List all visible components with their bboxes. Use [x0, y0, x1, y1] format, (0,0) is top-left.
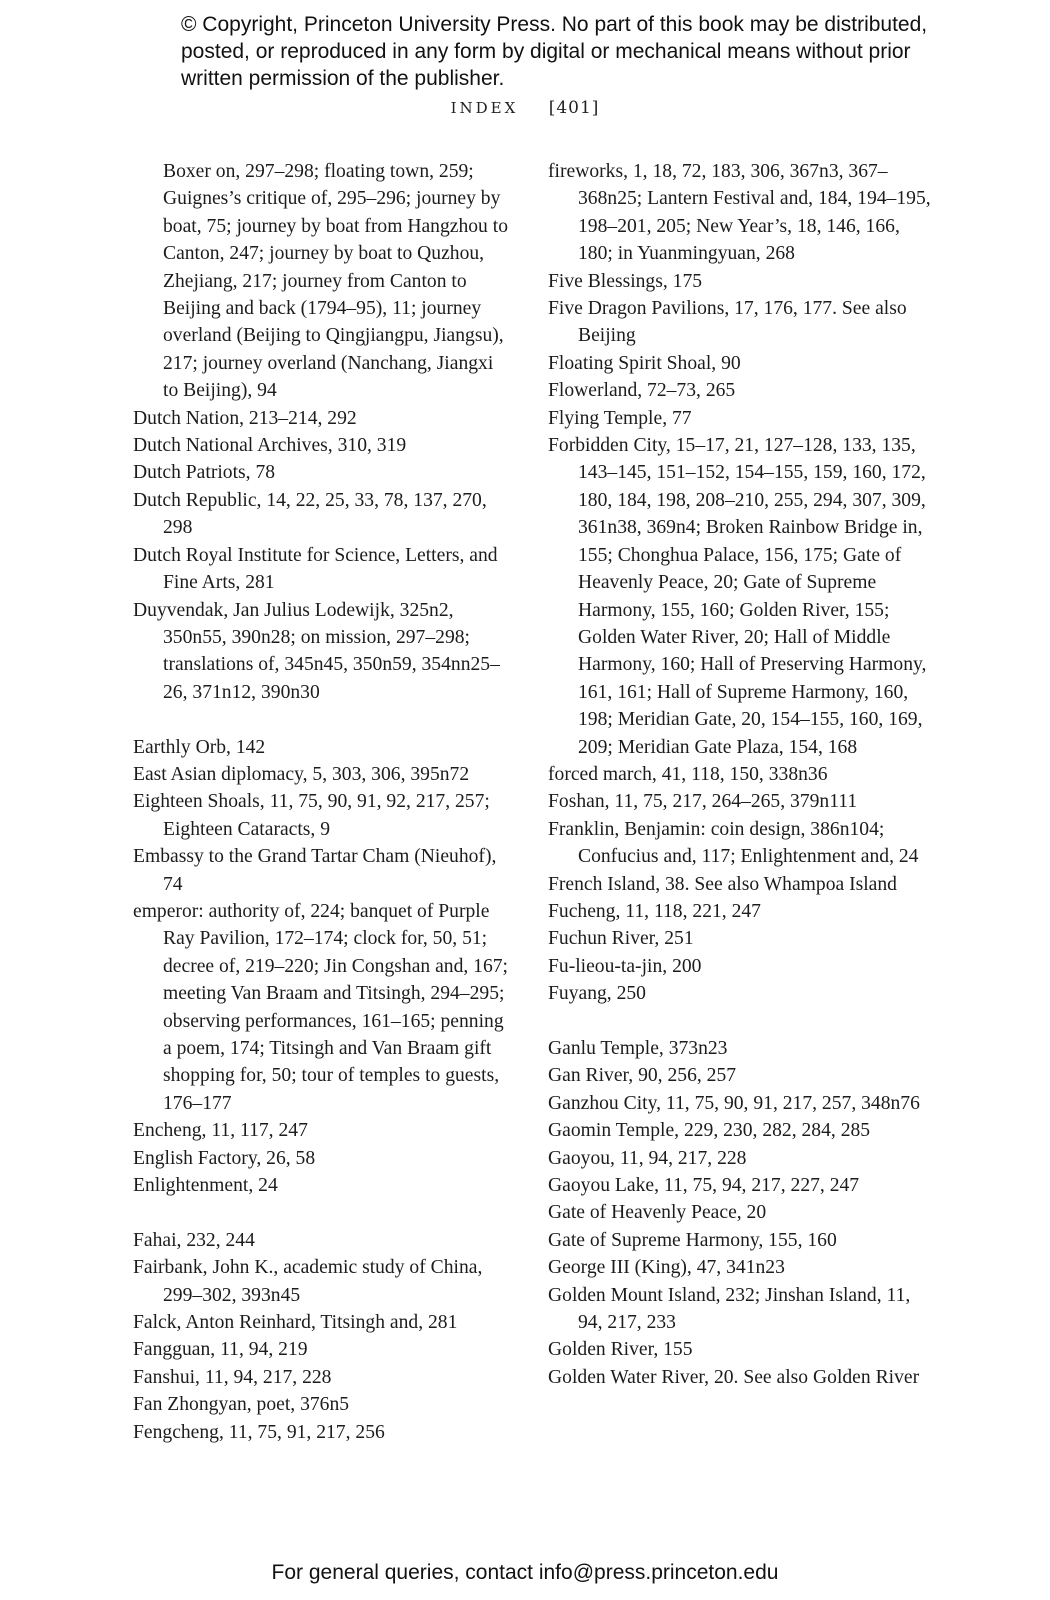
index-entry: Gate of Heavenly Peace, 20 [548, 1202, 767, 1224]
index-entry: Boxer on, 297–298; floating town, 259; Guignes’s critique of, 295–296; journey by boat, 75; journey by boat from Hangzhou to Canton, 247; journey by boat to Quzhou, Zhejiang, 217; journey from Canton to Beijing and back (1794–95), 11; journey overland (Beijing to Qingjiangpu, Jiangsu), 217; journey overland (Nanchang, Jiangxi to Beijing), 94 [163, 161, 508, 402]
index-entry: Fuyang, 250 [548, 983, 646, 1005]
index-entry: forced march, 41, 118, 150, 338n36 [548, 763, 828, 785]
index-entry: Gaoyou Lake, 11, 75, 94, 217, 227, 247 [548, 1175, 860, 1197]
index-entry: Franklin, Benjamin: coin design, 386n104; Confucius and, 117; Enlightenment and, 24 [548, 818, 919, 868]
index-entry: Eighteen Shoals, 11, 75, 90, 91, 92, 217, 257; Eighteen Cataracts, 9 [133, 791, 490, 840]
index-entry: Embassy to the Grand Tartar Cham (Nieuhof), 74 [133, 846, 497, 895]
index-entry: French Island, 38. See also Whampoa Island [548, 873, 897, 895]
index-entry: Ganlu Temple, 373n23 [548, 1037, 728, 1059]
page-number: [401] [548, 98, 600, 118]
index-entry: Dutch Patriots, 78 [133, 462, 276, 484]
index-entry: Earthly Orb, 142 [133, 736, 266, 758]
index-entry: Fanshui, 11, 94, 217, 228 [133, 1366, 332, 1388]
index-entry: George III (King), 47, 341n23 [548, 1257, 785, 1279]
copyright-notice: © Copyright, Princeton University Press. No part of this book may be distributed, posted, or reproduced in any form by digital or mechanical means without prior written permission of the publisher. [181, 13, 928, 90]
index-entry: Duyvendak, Jan Julius Lodewijk, 325n2, 350n55, 390n28; on mission, 297–298; translations of, 345n45, 350n59, 354nn25–26, 371n12, 390n30 [133, 599, 500, 703]
index-entry: Forbidden City, 15–17, 21, 127–128, 133, 135, 143–145, 151–152, 154–155, 159, 160, 172, 180, 184, 198, 208–210, 255, 294, 307, 309, 361n38, 369n4; Broken Rainbow Bridge in, 155; Chonghua Palace, 156, 175; Gate of Heavenly Peace, 20; Gate of Supreme Harmony, 155, 160; Golden River, 155; Golden Water River, 20; Hall of Middle Harmony, 160; Hall of Preserving Harmony, 161, 161; Hall of Supreme Harmony, 160, 198; Meridian Gate, 20, 154–155, 160, 169, 209; Meridian Gate Plaza, 154, 168 [548, 435, 927, 758]
index-entry: Fuchun River, 251 [548, 928, 694, 950]
index-entry: Enlightenment, 24 [133, 1175, 278, 1197]
footer-contact: For general queries, contact info@press.princeton.edu [271, 1561, 779, 1584]
index-entry: Flowerland, 72–73, 265 [548, 380, 736, 402]
index-entry: Dutch Republic, 14, 22, 25, 33, 78, 137, 270, 298 [133, 489, 487, 539]
index-entry: Gaomin Temple, 229, 230, 282, 284, 285 [548, 1120, 871, 1142]
index-entry: Encheng, 11, 117, 247 [133, 1120, 308, 1142]
index-entry: Flying Temple, 77 [548, 407, 692, 429]
index-entry: Fahai, 232, 244 [133, 1229, 255, 1251]
index-entry: Foshan, 11, 75, 217, 264–265, 379n111 [548, 791, 858, 813]
section-gap [133, 1199, 513, 1226]
index-entry: East Asian diplomacy, 5, 303, 306, 395n72 [133, 763, 470, 785]
index-entry: Fairbank, John K., academic study of China, 299–302, 393n45 [133, 1257, 483, 1306]
section-gap [133, 706, 513, 733]
index-entry: Fucheng, 11, 118, 221, 247 [548, 900, 761, 922]
index-entry: English Factory, 26, 58 [133, 1147, 316, 1169]
index-column-left [133, 158, 513, 1446]
running-head-label: INDEX [450, 99, 519, 117]
index-entry: fireworks, 1, 18, 72, 183, 306, 367n3, 367–368n25; Lantern Festival and, 184, 194–195, 198–201, 205; New Year’s, 18, 146, 166, 180; in Yuanmingyuan, 268 [548, 161, 931, 265]
index-entry: Ganzhou City, 11, 75, 90, 91, 217, 257, 348n76 [548, 1092, 920, 1114]
index-entry: Dutch Royal Institute for Science, Letters, and Fine Arts, 281 [133, 544, 498, 594]
section-gap [548, 1008, 938, 1035]
running-head [0, 98, 1050, 118]
index-entry: Fengcheng, 11, 75, 91, 217, 256 [133, 1421, 385, 1443]
index-entry: Fu-lieou-ta-jin, 200 [548, 955, 702, 977]
index-entry: Gaoyou, 11, 94, 217, 228 [548, 1147, 747, 1169]
index-entry: Golden River, 155 [548, 1339, 693, 1361]
index-entry: Dutch National Archives, 310, 319 [133, 435, 407, 457]
index-entry: Floating Spirit Shoal, 90 [548, 352, 741, 374]
index-entry: Falck, Anton Reinhard, Titsingh and, 281 [133, 1312, 458, 1334]
index-column-right [548, 158, 938, 1391]
index-entry: Dutch Nation, 213–214, 292 [133, 407, 357, 429]
index-entry: Gan River, 90, 256, 257 [548, 1065, 737, 1087]
index-entry: Fan Zhongyan, poet, 376n5 [133, 1394, 350, 1416]
index-entry: Golden Water River, 20. See also Golden River [548, 1366, 920, 1388]
index-entry: Gate of Supreme Harmony, 155, 160 [548, 1229, 837, 1251]
index-entry: Five Dragon Pavilions, 17, 176, 177. See also Beijing [548, 298, 907, 347]
index-entry: Five Blessings, 175 [548, 270, 703, 292]
index-entry: Fangguan, 11, 94, 219 [133, 1339, 308, 1361]
index-entry: emperor: authority of, 224; banquet of Purple Ray Pavilion, 172–174; clock for, 50, 51; decree of, 219–220; Jin Congshan and, 167; meeting Van Braam and Titsingh, 294–295; observing performances, 161–165; penning a poem, 174; Titsingh and Van Braam gift shopping for, 50; tour of temples to guests, 176–177 [133, 900, 509, 1114]
index-entry: Golden Mount Island, 232; Jinshan Island, 11, 94, 217, 233 [548, 1284, 911, 1334]
